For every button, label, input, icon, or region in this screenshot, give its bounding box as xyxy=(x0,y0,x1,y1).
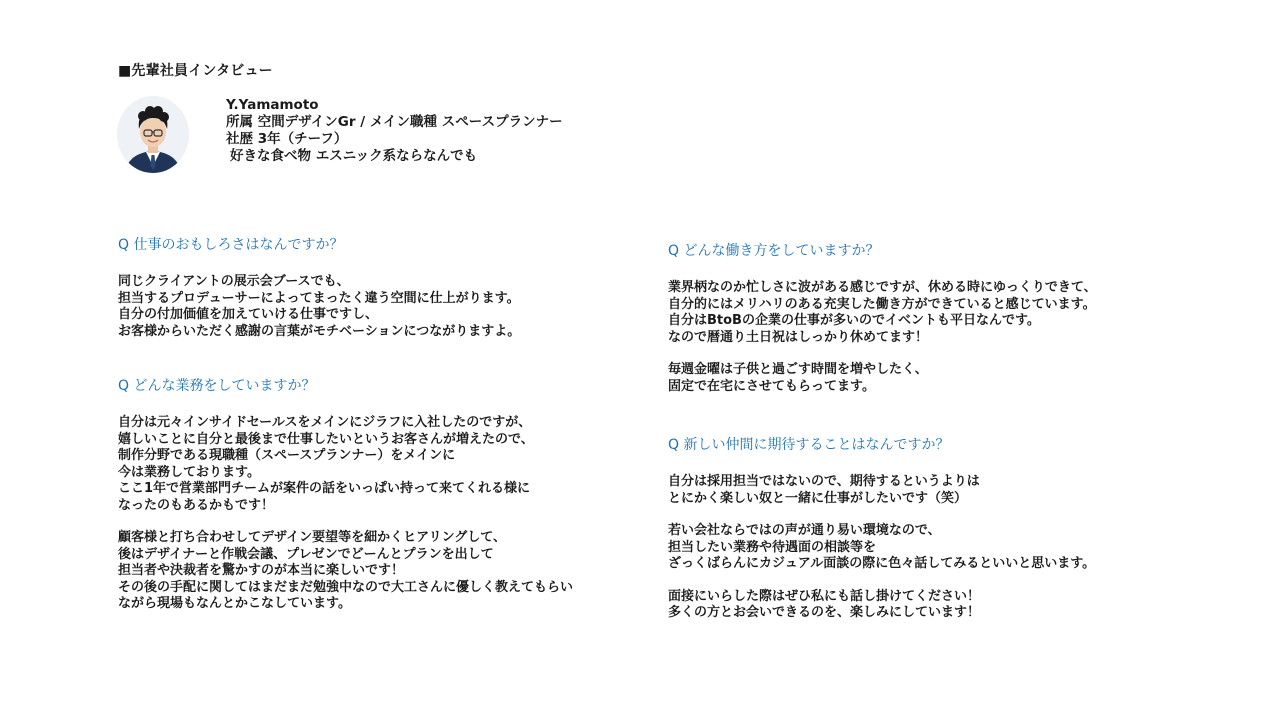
answer-line: 同じクライアントの展示会ブースでも、 xyxy=(118,274,350,289)
profile-name: Y.Yamamoto xyxy=(226,97,319,113)
answer-paragraph xyxy=(668,280,1208,346)
qa-section-work xyxy=(118,377,658,629)
qa-section-expectation xyxy=(668,436,1208,638)
answer-line: とにかく楽しい奴と一緒に仕事がしたいです（笑） xyxy=(668,490,968,506)
answer-paragraph xyxy=(118,274,658,340)
answer-line: 担当するプロデューサーによってまったく違う空間に仕上がります。 xyxy=(118,290,520,306)
section-title: ■先輩社員インタビュー xyxy=(118,63,273,79)
profile-tenure: 社歴 3年（チーフ） xyxy=(226,131,348,147)
answer-line: 担当したい業務や待遇面の相談等を xyxy=(668,539,877,555)
answer-paragraph xyxy=(118,415,658,514)
answer-line: その後の手配に関してはまだまだ勉強中なので大工さんに優しく教えてもらい xyxy=(118,579,574,595)
answer-line: 顧客様と打ち合わせしてデザイン要望等を細かくヒアリングして、 xyxy=(118,530,507,545)
answer-paragraph xyxy=(668,362,1208,395)
answer-paragraph xyxy=(668,523,1208,573)
answer-paragraph xyxy=(668,474,1208,507)
answer-line: 嬉しいことに自分と最後まで仕事したいというお客さんが増えたので、 xyxy=(118,431,534,447)
answer-line: ながら現場もなんとかこなしています。 xyxy=(118,596,351,611)
answer-line: 毎週金曜は子供と過ごす時間を増やしたく、 xyxy=(668,362,928,377)
question-heading: Q どんな業務をしていますか？ xyxy=(118,378,316,394)
profile-affiliation: 所属 空間デザインGr / メイン職種 スペースプランナー xyxy=(226,114,563,130)
question-heading: Q どんな働き方をしていますか？ xyxy=(668,243,880,259)
question-heading: Q 仕事のおもしろさはなんですか？ xyxy=(118,237,344,253)
answer-line: 自分の付加価値を加えていける仕事ですし、 xyxy=(118,307,379,322)
answer-paragraph xyxy=(118,530,658,613)
answer-line: 自分は元々インサイドセールスをメインにジラフに入社したのですが、 xyxy=(118,415,532,430)
answer-line: ここ1年で営業部門チームが案件の話をいっぱい持って来てくれる様に xyxy=(118,481,531,496)
answer-line: 面接にいらした際はぜひ私にも話し掛けてください！ xyxy=(668,588,981,604)
person-photo-icon xyxy=(117,96,189,173)
answer-line: 固定で在宅にさせてもらってます。 xyxy=(668,378,875,394)
qa-section-workstyle xyxy=(668,242,1208,411)
answer-line: 今は業務しております。 xyxy=(118,464,260,480)
profile-info xyxy=(226,97,563,165)
answer-line: なので暦通り土日祝はしっかり休めてます！ xyxy=(668,329,929,345)
profile-food: 好きな食べ物 エスニック系ならなんでも xyxy=(230,148,478,164)
answer-line: ざっくばらんにカジュアル面談の際に色々話してみるといいと思います。 xyxy=(668,556,1096,571)
question-heading: Q 新しい仲間に期待することはなんですか？ xyxy=(668,437,950,453)
answer-paragraph xyxy=(668,589,1208,622)
answer-line: 多くの方とお会いできるのを、楽しみにしています！ xyxy=(668,605,981,620)
qa-section-interest xyxy=(118,236,658,356)
answer-line: 制作分野である現職種（スペースプランナー）をメインに xyxy=(118,448,456,463)
answer-line: お客様からいただく感謝の言葉がモチベーションにつながりますよ。 xyxy=(118,323,521,339)
answer-line: 自分的にはメリハリのある充実した働き方ができていると感じています。 xyxy=(668,296,1096,312)
answer-line: 自分はBtoBの企業の仕事が多いのでイベントも平日なんです。 xyxy=(668,313,1040,328)
answer-line: 業界柄なのか忙しさに波がある感じですが、休める時にゆっくりできて、 xyxy=(668,280,1097,295)
answer-line: 担当者や決裁者を驚かすのが本当に楽しいです！ xyxy=(118,563,405,578)
answer-line: なったのもあるかもです！ xyxy=(118,497,275,513)
answer-line: 自分は採用担当ではないので、期待するというよりは xyxy=(668,474,980,489)
answer-line: 後はデザイナーと作戦会議、プレゼンでどーんとプランを出して xyxy=(118,546,494,562)
answer-line: 若い会社ならではの声が通り易い環境なので、 xyxy=(668,523,941,538)
avatar xyxy=(117,96,189,173)
